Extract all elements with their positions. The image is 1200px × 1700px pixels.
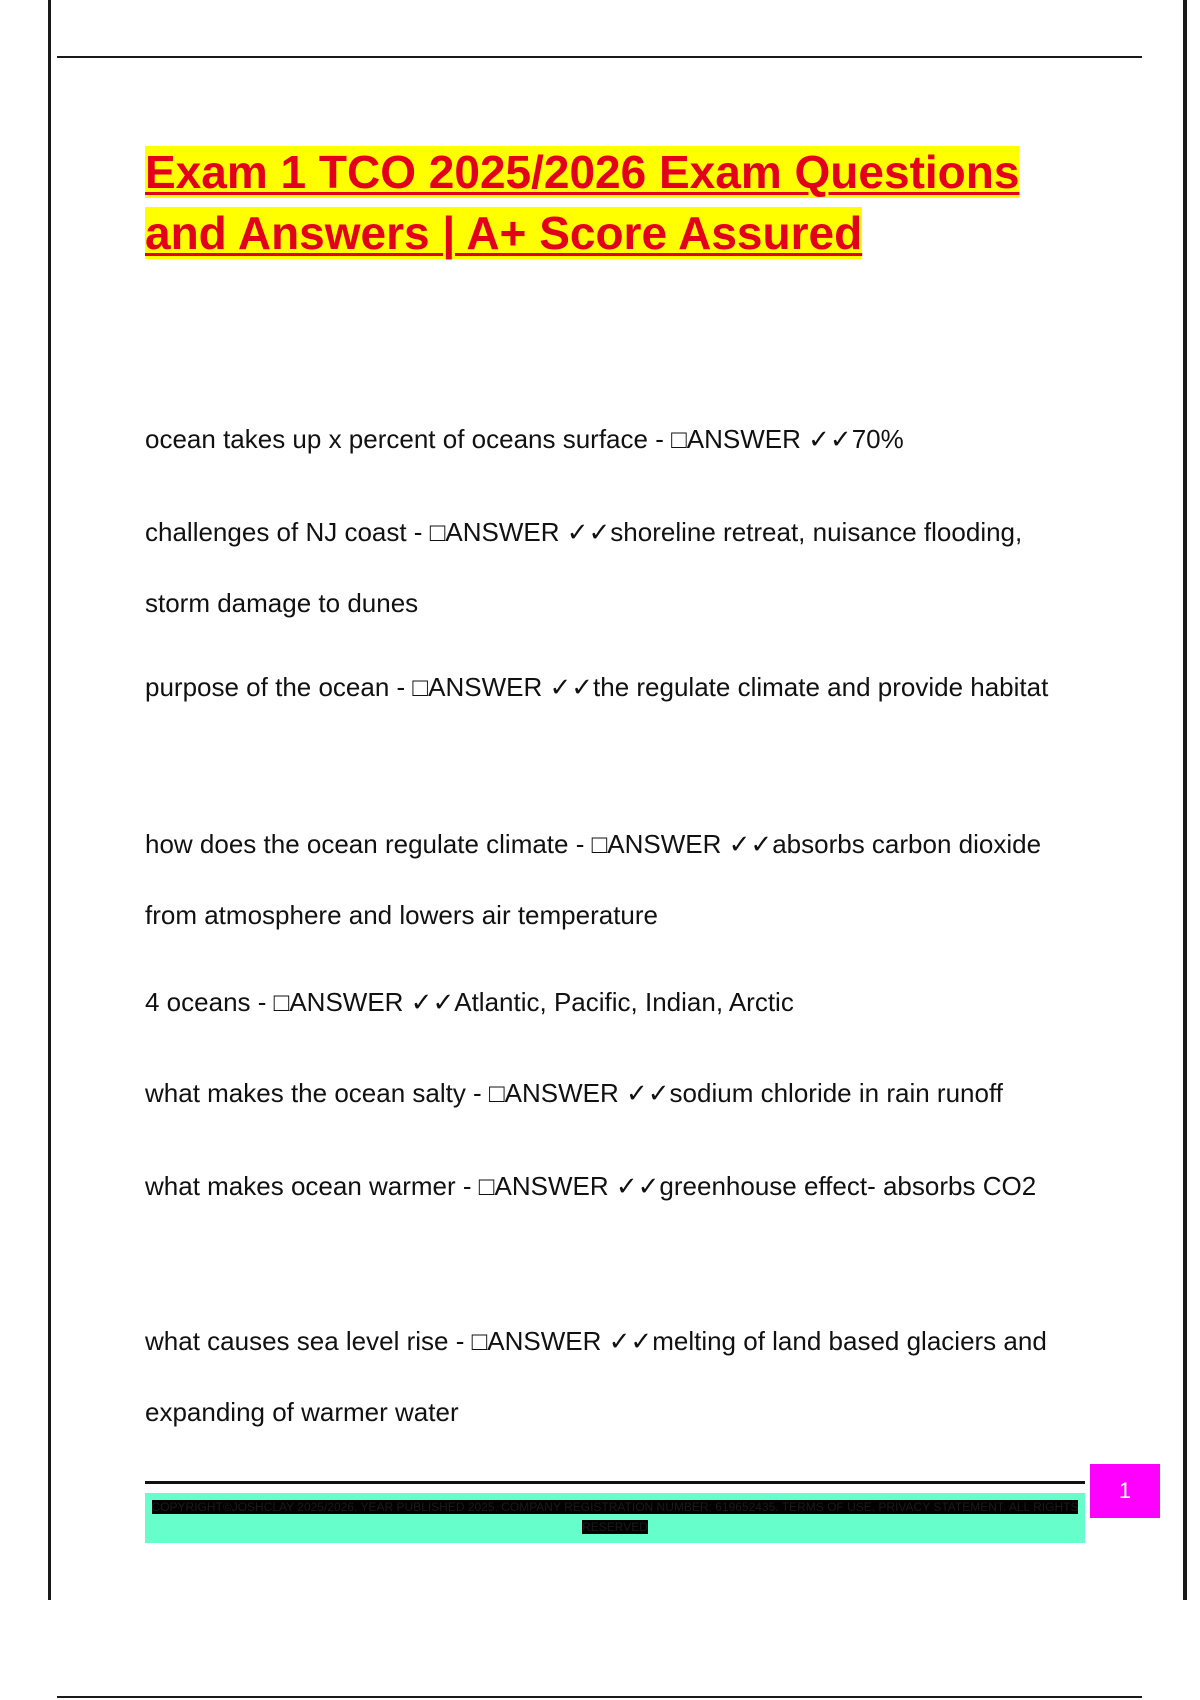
qa-item: purpose of the ocean - □ANSWER ✓✓the regulate climate and provide habitat <box>145 672 1049 702</box>
bottom-rule <box>57 1696 1142 1698</box>
qa-item: 4 oceans - □ANSWER ✓✓Atlantic, Pacific, Indian, Arctic <box>145 987 794 1017</box>
qa-item: ocean takes up x percent of oceans surface - □ANSWER ✓✓70% <box>145 424 904 454</box>
top-rule <box>57 56 1142 58</box>
qa-item: how does the ocean regulate climate - □ANSWER ✓✓absorbs carbon dioxide from atmosphere and lowers air temperature <box>145 829 1042 930</box>
qa-item: challenges of NJ coast - □ANSWER ✓✓shoreline retreat, nuisance flooding, storm damage to dunes <box>145 517 1023 618</box>
title-line-2: and Answers | A+ Score Assured <box>145 207 863 259</box>
footer-rule <box>145 1481 1085 1484</box>
title-line-1: Exam 1 TCO 2025/2026 Exam Questions <box>145 146 1020 198</box>
document-title <box>145 142 1105 264</box>
copyright-text: COPYRIGHT©JOSHCLAY 2025/2026. YEAR PUBLISHED 2025. COMPANY REGISTRATION NUMBER: 619652435. TERMS OF USE. PRIVACY STATEMENT. ALL RIGHTS RESERVED <box>151 1500 1079 1534</box>
page-number: 1 <box>1090 1464 1160 1518</box>
qa-item: what makes ocean warmer - □ANSWER ✓✓greenhouse effect- absorbs CO2 <box>145 1171 1037 1201</box>
qa-item: what makes the ocean salty - □ANSWER ✓✓sodium chloride in rain runoff <box>145 1078 1003 1108</box>
page-right-border <box>1183 0 1187 1600</box>
qa-item: what causes sea level rise - □ANSWER ✓✓melting of land based glaciers and expanding of warmer water <box>145 1326 1047 1427</box>
copyright-band <box>145 1493 1085 1543</box>
page-left-border <box>48 0 51 1600</box>
